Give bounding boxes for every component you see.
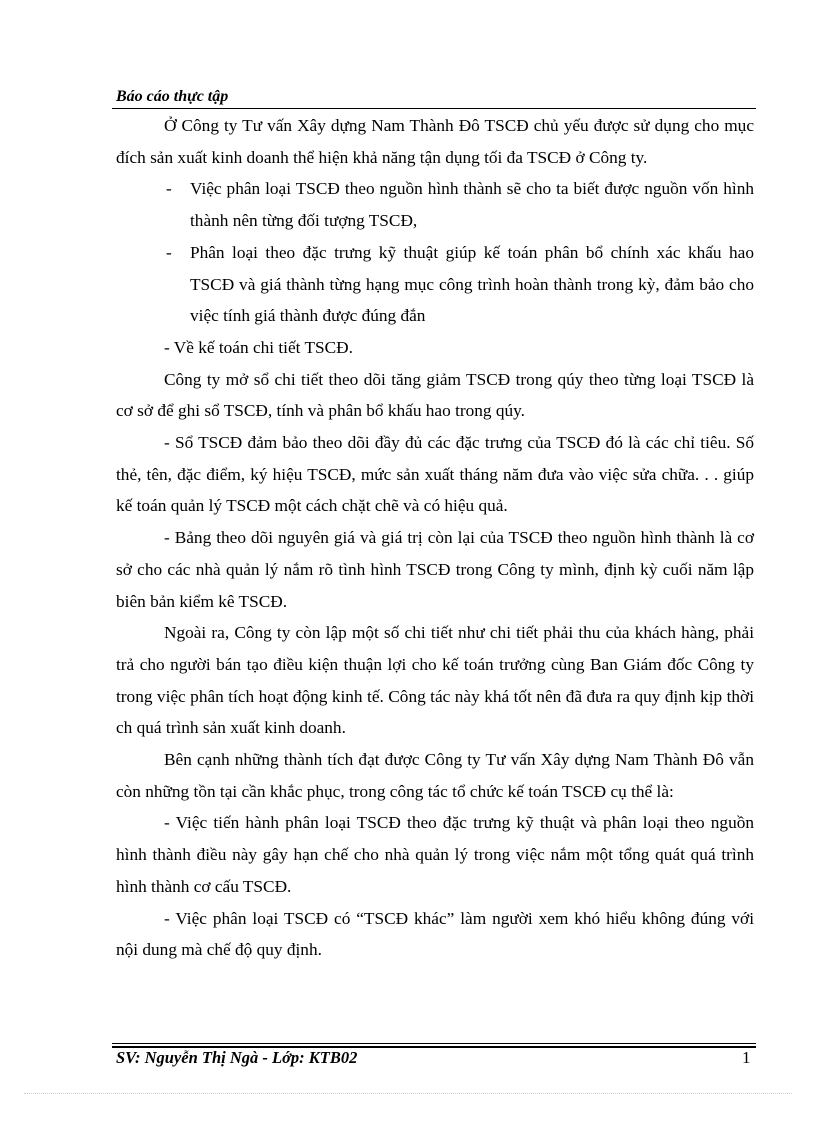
paragraph-7: - Việc tiến hành phân loại TSCĐ theo đặc trưng kỹ thuật và phân loại theo nguồn hình thành điều này gây hạn chế cho nhà quản lý trong việc nắm một tổng quát quá trình hình thành cơ cấu TSCĐ. bbox=[116, 813, 754, 896]
bullet-text: Phân loại theo đặc trưng kỹ thuật giúp kế toán phân bổ chính xác khấu hao TSCĐ và giá thành từng hạng mục công trình hoàn thành trong kỳ, đảm bảo cho việc tính giá thành được đúng đắn bbox=[190, 242, 754, 326]
bullet-dash: - bbox=[166, 242, 172, 262]
paragraph-4: - Bảng theo dõi nguyên giá và giá trị còn lại của TSCĐ theo nguồn hình thành là cơ sở cho các nhà quản lý nắm rõ tình hình TSCĐ trong Công ty mình, định kỳ cuối năm lập biên bản kiểm kê TSCĐ. bbox=[116, 528, 754, 611]
paragraph-2: Công ty mở sổ chi tiết theo dõi tăng giảm TSCĐ trong qúy theo từng loại TSCĐ là cơ sở để ghi sổ TSCĐ, tính và phân bổ khấu hao trong qúy. bbox=[116, 369, 754, 421]
bullet-item-2 bbox=[116, 237, 754, 332]
paragraph-5: Ngoài ra, Công ty còn lập một số chi tiết như chi tiết phải thu của khách hàng, phải trả cho người bán tạo điều kiện thuận lợi cho kế toán trưởng cùng Ban Giám đốc Công ty trong việc phân tích hoạt động kinh tế. Công tác này khá tốt nên đã đưa ra quy định kịp thời ch quá trình sản xuất kinh doanh. bbox=[116, 623, 754, 738]
page-number: 1 bbox=[742, 1048, 751, 1067]
paragraph-3: - Sổ TSCĐ đảm bảo theo dõi đầy đủ các đặc trưng của TSCĐ đó là các chỉ tiêu. Số thẻ, tên, đặc điểm, ký hiệu TSCĐ, mức sản xuất tháng năm đưa vào việc sửa chữa. . . giúp kế toán quản lý TSCĐ một cách chặt chẽ và có hiệu quả. bbox=[116, 433, 754, 516]
paragraph-8: - Việc phân loại TSCĐ có “TSCĐ khác” làm người xem khó hiểu không đúng với nội dung mà chế độ quy định. bbox=[116, 908, 754, 960]
body-text bbox=[116, 110, 754, 966]
footer-divider bbox=[112, 1043, 756, 1044]
section-subheading: - Về kế toán chi tiết TSCĐ. bbox=[164, 337, 353, 357]
header-divider bbox=[112, 108, 756, 109]
paragraph-1: Ở Công ty Tư vấn Xây dựng Nam Thành Đô TSCĐ chủ yếu được sử dụng cho mục đích sản xuất kinh doanh thể hiện khả năng tận dụng tối đa TSCĐ ở Công ty. bbox=[116, 116, 754, 167]
header-title: Báo cáo thực tập bbox=[116, 88, 229, 105]
footer-student-info: SV: Nguyễn Thị Ngà - Lớp: KTB02 bbox=[116, 1048, 358, 1067]
bullet-dash: - bbox=[166, 179, 172, 199]
paragraph-6: Bên cạnh những thành tích đạt được Công ty Tư vấn Xây dựng Nam Thành Đô vẫn còn những tồn tại cần khắc phục, trong công tác tổ chức kế toán TSCĐ cụ thể là: bbox=[116, 750, 754, 801]
bullet-text: Việc phân loại TSCĐ theo nguồn hình thành sẽ cho ta biết được nguồn vốn hình thành nên từng đối tượng TSCĐ, bbox=[190, 179, 754, 231]
page-bottom-dotted-line bbox=[24, 1093, 792, 1094]
bullet-item-1 bbox=[116, 173, 754, 236]
